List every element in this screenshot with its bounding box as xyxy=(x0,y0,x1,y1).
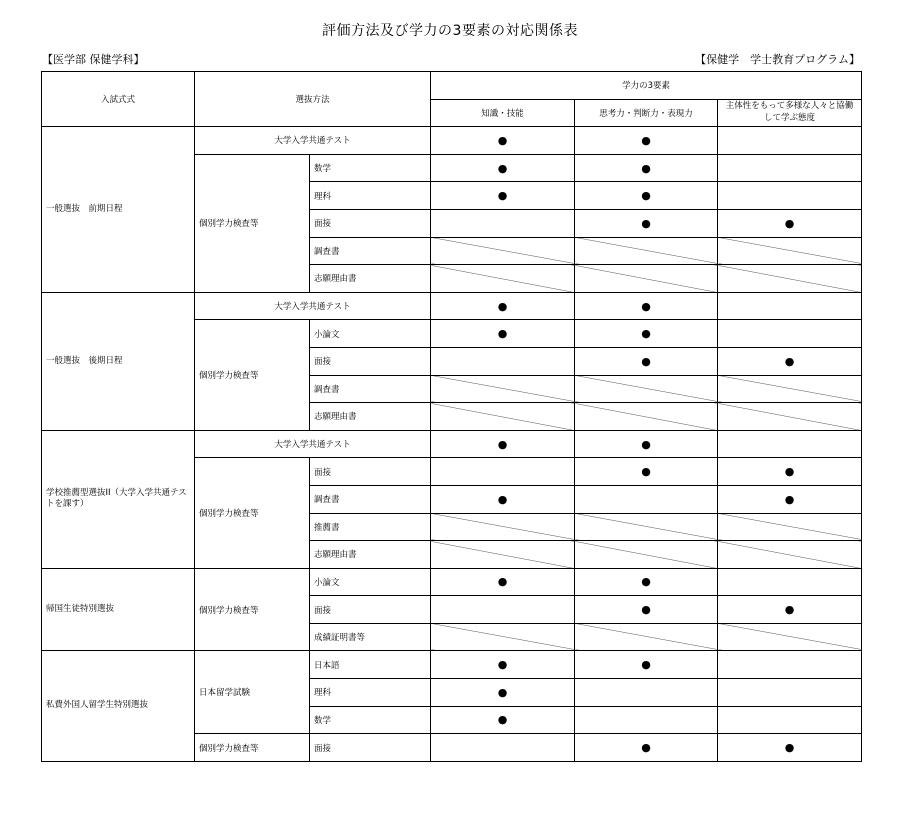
element-cell xyxy=(718,154,862,182)
element-cell xyxy=(575,706,718,734)
mark-dot: ● xyxy=(575,209,718,237)
item-label: 調査書 xyxy=(310,485,431,513)
page-title: 評価方法及び学力の3要素の対応関係表 xyxy=(322,23,578,39)
item-label: 数学 xyxy=(310,706,431,734)
mark-dot: ● xyxy=(431,182,575,210)
element-cell xyxy=(431,734,575,762)
not-applicable-cell xyxy=(431,375,575,403)
table-row xyxy=(42,651,862,679)
mark-dot: ● xyxy=(718,596,862,624)
header-knowledge-skills: 知識・技能 xyxy=(431,99,575,127)
mark-dot: ● xyxy=(431,320,575,348)
mark-dot: ● xyxy=(575,154,718,182)
item-label: 面接 xyxy=(310,596,431,624)
item-label: 小論文 xyxy=(310,568,431,596)
item-label: 日本語 xyxy=(310,651,431,679)
mark-dot: ● xyxy=(718,734,862,762)
not-applicable-cell xyxy=(575,623,718,651)
element-cell xyxy=(431,596,575,624)
mark-dot: ● xyxy=(575,734,718,762)
element-cell xyxy=(718,127,862,155)
mark-dot: ● xyxy=(718,458,862,486)
element-cell xyxy=(431,209,575,237)
item-label: 面接 xyxy=(310,209,431,237)
mark-dot: ● xyxy=(575,430,718,458)
header-collaborative-attitude: 主体性をもって多様な人々と協働して学ぶ態度 xyxy=(718,99,862,127)
entrance-method-cell: 私費外国人留学生特別選抜 xyxy=(42,651,195,761)
sub-method-cell: 日本留学試験 xyxy=(195,651,310,734)
element-cell xyxy=(575,679,718,707)
entrance-method-cell: 学校推薦型選抜II（大学入学共通テストを課す） xyxy=(42,430,195,568)
header-thinking-judgment: 思考力・判断力・表現力 xyxy=(575,99,718,127)
not-applicable-cell xyxy=(575,265,718,293)
program-label: 【保健学 学士教育プログラム】 xyxy=(695,53,860,66)
element-cell xyxy=(718,679,862,707)
element-cell xyxy=(718,320,862,348)
element-cell xyxy=(718,430,862,458)
table-row xyxy=(42,568,862,596)
sub-method-cell: 個別学力検査等 xyxy=(195,320,310,430)
item-label: 面接 xyxy=(310,347,431,375)
mark-dot: ● xyxy=(575,320,718,348)
mark-dot: ● xyxy=(431,651,575,679)
common-test-cell: 大学入学共通テスト xyxy=(195,127,431,155)
mark-dot: ● xyxy=(431,154,575,182)
item-label: 成績証明書等 xyxy=(310,623,431,651)
not-applicable-cell xyxy=(431,265,575,293)
item-label: 志願理由書 xyxy=(310,265,431,293)
mark-dot: ● xyxy=(431,706,575,734)
not-applicable-cell xyxy=(575,513,718,541)
not-applicable-cell xyxy=(718,265,862,293)
item-label: 理科 xyxy=(310,182,431,210)
element-cell xyxy=(718,568,862,596)
mark-dot: ● xyxy=(718,347,862,375)
evaluation-table xyxy=(41,71,862,762)
mark-dot: ● xyxy=(575,292,718,320)
mark-dot: ● xyxy=(431,679,575,707)
sub-method-cell: 個別学力検査等 xyxy=(195,568,310,651)
common-test-cell: 大学入学共通テスト xyxy=(195,292,431,320)
item-label: 面接 xyxy=(310,458,431,486)
not-applicable-cell xyxy=(575,375,718,403)
item-label: 志願理由書 xyxy=(310,403,431,431)
mark-dot: ● xyxy=(431,485,575,513)
item-label: 推薦書 xyxy=(310,513,431,541)
element-cell xyxy=(718,651,862,679)
not-applicable-cell xyxy=(718,403,862,431)
department-label: 【医学部 保健学科】 xyxy=(42,53,145,66)
mark-dot: ● xyxy=(718,209,862,237)
item-label: 面接 xyxy=(310,734,431,762)
mark-dot: ● xyxy=(431,430,575,458)
mark-dot: ● xyxy=(575,651,718,679)
not-applicable-cell xyxy=(431,237,575,265)
header-row xyxy=(42,72,862,100)
table-row xyxy=(42,292,862,320)
not-applicable-cell xyxy=(431,403,575,431)
not-applicable-cell xyxy=(718,237,862,265)
item-label: 理科 xyxy=(310,679,431,707)
element-cell xyxy=(718,182,862,210)
item-label: 数学 xyxy=(310,154,431,182)
header-entrance-method: 入試式式 xyxy=(42,72,195,127)
item-label: 志願理由書 xyxy=(310,541,431,569)
header-three-elements: 学力の3要素 xyxy=(431,72,862,100)
item-label: 調査書 xyxy=(310,375,431,403)
not-applicable-cell xyxy=(431,623,575,651)
item-label: 小論文 xyxy=(310,320,431,348)
element-cell xyxy=(718,292,862,320)
mark-dot: ● xyxy=(575,347,718,375)
entrance-method-cell: 一般選抜 後期日程 xyxy=(42,292,195,430)
element-cell xyxy=(431,347,575,375)
element-cell xyxy=(718,706,862,734)
sub-method-cell: 個別学力検査等 xyxy=(195,458,310,568)
mark-dot: ● xyxy=(431,568,575,596)
not-applicable-cell xyxy=(718,541,862,569)
mark-dot: ● xyxy=(575,596,718,624)
mark-dot: ● xyxy=(575,127,718,155)
not-applicable-cell xyxy=(575,541,718,569)
not-applicable-cell xyxy=(431,541,575,569)
mark-dot: ● xyxy=(431,292,575,320)
not-applicable-cell xyxy=(575,237,718,265)
element-cell xyxy=(431,458,575,486)
sub-method-cell: 個別学力検査等 xyxy=(195,734,310,762)
not-applicable-cell xyxy=(431,513,575,541)
header-selection-method: 選抜方法 xyxy=(195,72,431,127)
mark-dot: ● xyxy=(575,182,718,210)
entrance-method-cell: 帰国生徒特別選抜 xyxy=(42,568,195,651)
sub-method-cell: 個別学力検査等 xyxy=(195,154,310,292)
mark-dot: ● xyxy=(575,458,718,486)
not-applicable-cell xyxy=(718,375,862,403)
mark-dot: ● xyxy=(575,568,718,596)
item-label: 調査書 xyxy=(310,237,431,265)
table-body xyxy=(42,72,862,762)
mark-dot: ● xyxy=(718,485,862,513)
not-applicable-cell xyxy=(575,403,718,431)
mark-dot: ● xyxy=(431,127,575,155)
element-cell xyxy=(575,485,718,513)
common-test-cell: 大学入学共通テスト xyxy=(195,430,431,458)
entrance-method-cell: 一般選抜 前期日程 xyxy=(42,127,195,293)
table-row xyxy=(42,430,862,458)
not-applicable-cell xyxy=(718,513,862,541)
table-row xyxy=(42,127,862,155)
not-applicable-cell xyxy=(718,623,862,651)
